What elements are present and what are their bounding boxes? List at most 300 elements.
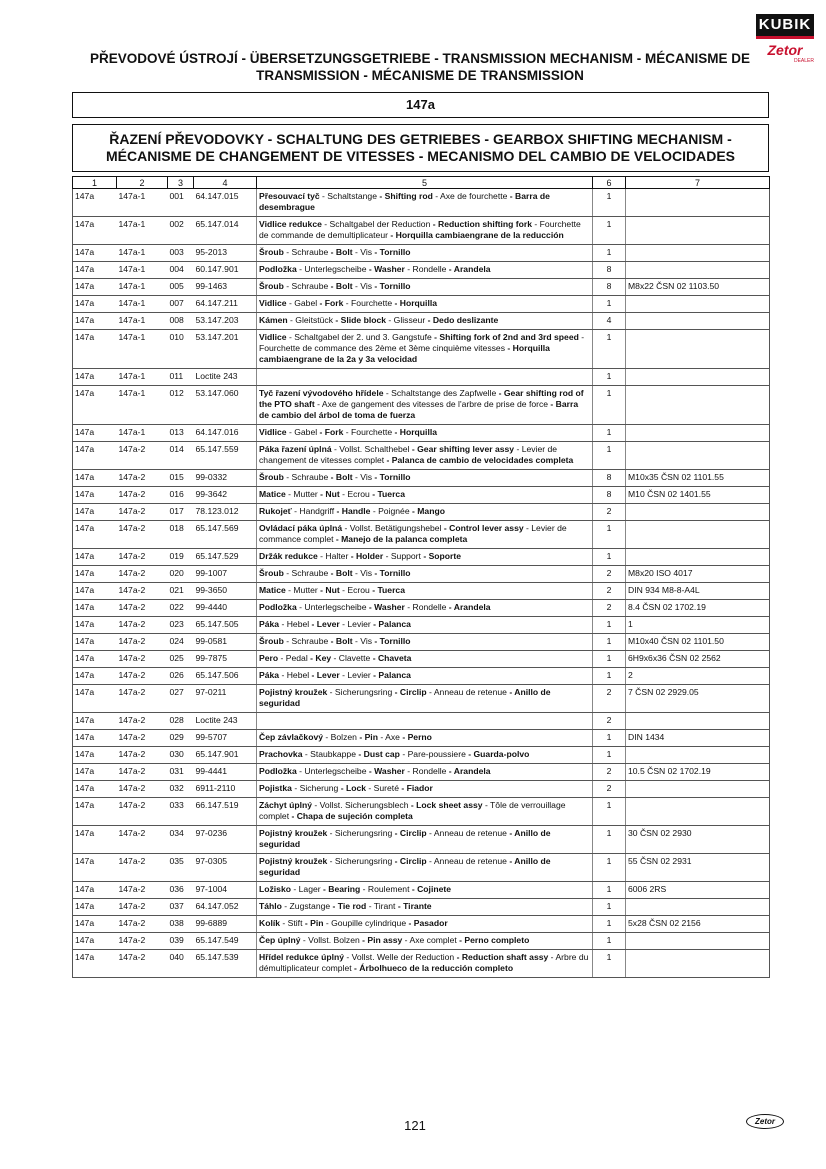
cell-c3: 029: [168, 730, 194, 747]
cell-c1: 147a: [73, 730, 117, 747]
cell-c2: 147a-2: [117, 442, 168, 470]
table-row: [73, 583, 770, 600]
cell-c4: 97-0211: [194, 685, 257, 713]
cell-c3: 036: [168, 882, 194, 899]
cell-c5: [257, 713, 593, 730]
cell-c6: 1: [593, 730, 626, 747]
cell-c4: 99-4441: [194, 764, 257, 781]
cell-c1: 147a: [73, 826, 117, 854]
cell-c1: 147a: [73, 262, 117, 279]
cell-c2: 147a-2: [117, 549, 168, 566]
cell-c6: 1: [593, 425, 626, 442]
cell-c3: 020: [168, 566, 194, 583]
cell-c7: [626, 549, 770, 566]
cell-c2: 147a-2: [117, 747, 168, 764]
cell-c7: M10 ČSN 02 1401.55: [626, 487, 770, 504]
cell-c4: 65.147.505: [194, 617, 257, 634]
cell-c6: 1: [593, 899, 626, 916]
cell-c2: 147a-2: [117, 634, 168, 651]
cell-c2: 147a-2: [117, 521, 168, 549]
cell-c1: 147a: [73, 442, 117, 470]
table-row: [73, 296, 770, 313]
cell-c2: 147a-1: [117, 217, 168, 245]
cell-c4: 53.147.201: [194, 330, 257, 369]
cell-c6: 1: [593, 854, 626, 882]
cell-c6: 1: [593, 950, 626, 978]
cell-c5: Páka - Hebel - Lever - Levier - Palanca: [257, 617, 593, 634]
cell-c1: 147a: [73, 313, 117, 330]
table-row: [73, 279, 770, 296]
cell-c4: 64.147.211: [194, 296, 257, 313]
cell-c7: [626, 798, 770, 826]
cell-c5: [257, 369, 593, 386]
cell-c6: 2: [593, 504, 626, 521]
cell-c5: Tyč řazení vývodového hřídele - Schaltstange des Zapfwelle - Gear shifting rod of the PTO shaft - Axe de gangement des vitesses de l'arbre de prise de force - Barra de cambio del árbol de toma de fuerza: [257, 386, 593, 425]
cell-c7: [626, 933, 770, 950]
cell-c1: 147a: [73, 798, 117, 826]
cell-c7: 1: [626, 617, 770, 634]
cell-c1: 147a: [73, 425, 117, 442]
cell-c3: 019: [168, 549, 194, 566]
cell-c3: 021: [168, 583, 194, 600]
cell-c3: 033: [168, 798, 194, 826]
cell-c5: Hřídel redukce úplný - Vollst. Welle der Reduction - Reduction shaft assy - Arbre du démultiplicateur complet - Árbolhueco de la reducción completo: [257, 950, 593, 978]
cell-c3: 032: [168, 781, 194, 798]
cell-c2: 147a-1: [117, 369, 168, 386]
cell-c4: 53.147.203: [194, 313, 257, 330]
cell-c6: 2: [593, 764, 626, 781]
cell-c2: 147a-2: [117, 781, 168, 798]
cell-c5: Ovládací páka úplná - Vollst. Betätigungshebel - Control lever assy - Levier de commance complet - Manejo de la palanca completa: [257, 521, 593, 549]
cell-c6: 1: [593, 747, 626, 764]
cell-c1: 147a: [73, 950, 117, 978]
cell-c2: 147a-2: [117, 764, 168, 781]
table-row: [73, 217, 770, 245]
cell-c5: Podložka - Unterlegscheibe - Washer - Rondelle - Arandela: [257, 764, 593, 781]
cell-c3: 030: [168, 747, 194, 764]
cell-c5: Čep závlačkový - Bolzen - Pin - Axe - Perno: [257, 730, 593, 747]
cell-c4: 99-6889: [194, 916, 257, 933]
cell-c7: 8.4 ČSN 02 1702.19: [626, 600, 770, 617]
cell-c1: 147a: [73, 279, 117, 296]
column-header: 5: [257, 177, 593, 189]
cell-c5: Šroub - Schraube - Bolt - Vis - Tornillo: [257, 470, 593, 487]
cell-c6: 8: [593, 262, 626, 279]
cell-c5: Kolík - Stift - Pin - Goupille cylindrique - Pasador: [257, 916, 593, 933]
cell-c1: 147a: [73, 916, 117, 933]
cell-c4: 99-1463: [194, 279, 257, 296]
cell-c6: 8: [593, 487, 626, 504]
cell-c3: 023: [168, 617, 194, 634]
table-row: [73, 668, 770, 685]
cell-c1: 147a: [73, 685, 117, 713]
column-header: 6: [593, 177, 626, 189]
table-row: [73, 950, 770, 978]
cell-c2: 147a-2: [117, 470, 168, 487]
cell-c3: 005: [168, 279, 194, 296]
cell-c3: 026: [168, 668, 194, 685]
table-row: [73, 882, 770, 899]
cell-c6: 1: [593, 189, 626, 217]
table-row: [73, 600, 770, 617]
cell-c2: 147a-1: [117, 296, 168, 313]
cell-c5: Držák redukce - Halter - Holder - Support - Soporte: [257, 549, 593, 566]
cell-c4: 97-0305: [194, 854, 257, 882]
cell-c3: 011: [168, 369, 194, 386]
cell-c5: Pojistný kroužek - Sicherungsring - Circlip - Anneau de retenue - Anillo de seguridad: [257, 685, 593, 713]
cell-c6: 4: [593, 313, 626, 330]
cell-c7: DIN 934 M8-8-A4L: [626, 583, 770, 600]
cell-c3: 003: [168, 245, 194, 262]
cell-c6: 8: [593, 279, 626, 296]
cell-c7: [626, 386, 770, 425]
cell-c6: 1: [593, 330, 626, 369]
cell-c7: 6H9x6x36 ČSN 02 2562: [626, 651, 770, 668]
table-row: [73, 730, 770, 747]
cell-c2: 147a-2: [117, 798, 168, 826]
table-header-row: [73, 177, 770, 189]
cell-c6: 1: [593, 617, 626, 634]
cell-c4: 99-0581: [194, 634, 257, 651]
cell-c2: 147a-2: [117, 730, 168, 747]
page-number: 121: [404, 1118, 426, 1133]
cell-c1: 147a: [73, 566, 117, 583]
cell-c6: 2: [593, 713, 626, 730]
column-header: 1: [73, 177, 117, 189]
cell-c5: Pojistný kroužek - Sicherungsring - Circlip - Anneau de retenue - Anillo de seguridad: [257, 854, 593, 882]
cell-c2: 147a-1: [117, 425, 168, 442]
cell-c2: 147a-1: [117, 330, 168, 369]
table-row: [73, 369, 770, 386]
cell-c7: 5x28 ČSN 02 2156: [626, 916, 770, 933]
cell-c1: 147a: [73, 747, 117, 764]
cell-c1: 147a: [73, 487, 117, 504]
table-row: [73, 245, 770, 262]
section-title: [72, 124, 769, 172]
cell-c2: 147a-1: [117, 313, 168, 330]
cell-c2: 147a-1: [117, 279, 168, 296]
table-row: [73, 189, 770, 217]
cell-c1: 147a: [73, 882, 117, 899]
cell-c6: 1: [593, 798, 626, 826]
cell-c1: 147a: [73, 245, 117, 262]
table-row: [73, 313, 770, 330]
group-number: 147a: [72, 92, 769, 118]
cell-c2: 147a-2: [117, 950, 168, 978]
cell-c5: Vidlice - Gabel - Fork - Fourchette - Horquilla: [257, 425, 593, 442]
cell-c1: 147a: [73, 764, 117, 781]
cell-c2: 147a-2: [117, 583, 168, 600]
cell-c3: 027: [168, 685, 194, 713]
cell-c4: 65.147.014: [194, 217, 257, 245]
cell-c3: 016: [168, 487, 194, 504]
cell-c6: 1: [593, 217, 626, 245]
table-row: [73, 487, 770, 504]
cell-c2: 147a-2: [117, 487, 168, 504]
cell-c4: 99-7875: [194, 651, 257, 668]
cell-c2: 147a-1: [117, 189, 168, 217]
cell-c1: 147a: [73, 369, 117, 386]
cell-c1: 147a: [73, 781, 117, 798]
cell-c2: 147a-2: [117, 617, 168, 634]
cell-c2: 147a-2: [117, 882, 168, 899]
cell-c3: 012: [168, 386, 194, 425]
cell-c7: [626, 442, 770, 470]
cell-c5: Rukojeť - Handgriff - Handle - Poignée - Mango: [257, 504, 593, 521]
table-row: [73, 549, 770, 566]
cell-c7: [626, 950, 770, 978]
cell-c6: 1: [593, 521, 626, 549]
cell-c5: Matice - Mutter - Nut - Ecrou - Tuerca: [257, 487, 593, 504]
cell-c7: [626, 262, 770, 279]
table-row: [73, 262, 770, 279]
page-title-line1: PŘEVODOVÉ ÚSTROJÍ - ÜBERSETZUNGSGETRIEBE - TRANSMISSION MECHANISM - MÉCANISME DE: [89, 51, 751, 66]
cell-c3: 034: [168, 826, 194, 854]
cell-c2: 147a-2: [117, 566, 168, 583]
cell-c2: 147a-2: [117, 899, 168, 916]
cell-c7: [626, 713, 770, 730]
cell-c4: 60.147.901: [194, 262, 257, 279]
cell-c5: Ložisko - Lager - Bearing - Roulement - Cojinete: [257, 882, 593, 899]
logo-dealer-text: DEALER: [793, 58, 814, 64]
cell-c4: Loctite 243: [194, 369, 257, 386]
cell-c1: 147a: [73, 634, 117, 651]
cell-c1: 147a: [73, 521, 117, 549]
cell-c1: 147a: [73, 668, 117, 685]
cell-c2: 147a-1: [117, 262, 168, 279]
cell-c1: 147a: [73, 470, 117, 487]
cell-c7: [626, 313, 770, 330]
cell-c1: 147a: [73, 217, 117, 245]
cell-c3: 031: [168, 764, 194, 781]
footer-zetor-logo: Zetor: [746, 1114, 784, 1129]
cell-c4: 99-4440: [194, 600, 257, 617]
cell-c3: 014: [168, 442, 194, 470]
cell-c4: 6911-2110: [194, 781, 257, 798]
cell-c4: 66.147.519: [194, 798, 257, 826]
cell-c6: 1: [593, 386, 626, 425]
cell-c6: 1: [593, 369, 626, 386]
cell-c4: 97-1004: [194, 882, 257, 899]
column-header: 2: [117, 177, 168, 189]
table-row: [73, 764, 770, 781]
cell-c3: 001: [168, 189, 194, 217]
cell-c6: 2: [593, 566, 626, 583]
cell-c7: 7 ČSN 02 2929.05: [626, 685, 770, 713]
cell-c2: 147a-1: [117, 245, 168, 262]
cell-c6: 8: [593, 470, 626, 487]
table-row: [73, 521, 770, 549]
cell-c3: 040: [168, 950, 194, 978]
cell-c3: 024: [168, 634, 194, 651]
cell-c6: 1: [593, 549, 626, 566]
cell-c1: 147a: [73, 583, 117, 600]
cell-c7: M10x35 ČSN 02 1101.55: [626, 470, 770, 487]
cell-c4: 99-5707: [194, 730, 257, 747]
cell-c6: 1: [593, 651, 626, 668]
cell-c7: [626, 899, 770, 916]
table-row: [73, 617, 770, 634]
cell-c4: 99-1007: [194, 566, 257, 583]
cell-c3: 017: [168, 504, 194, 521]
table-row: [73, 425, 770, 442]
cell-c6: 1: [593, 933, 626, 950]
cell-c3: 038: [168, 916, 194, 933]
cell-c7: M10x40 ČSN 02 1101.50: [626, 634, 770, 651]
cell-c7: 6006 2RS: [626, 882, 770, 899]
cell-c1: 147a: [73, 854, 117, 882]
cell-c7: M8x22 ČSN 02 1103.50: [626, 279, 770, 296]
cell-c1: 147a: [73, 330, 117, 369]
cell-c1: 147a: [73, 933, 117, 950]
cell-c4: 95-2013: [194, 245, 257, 262]
cell-c5: Šroub - Schraube - Bolt - Vis - Tornillo: [257, 279, 593, 296]
cell-c5: Páka - Hebel - Lever - Levier - Palanca: [257, 668, 593, 685]
cell-c2: 147a-2: [117, 826, 168, 854]
cell-c5: Šroub - Schraube - Bolt - Vis - Tornillo: [257, 634, 593, 651]
column-header: 3: [168, 177, 194, 189]
cell-c6: 1: [593, 634, 626, 651]
cell-c2: 147a-2: [117, 854, 168, 882]
cell-c3: 010: [168, 330, 194, 369]
cell-c7: [626, 189, 770, 217]
cell-c7: 55 ČSN 02 2931: [626, 854, 770, 882]
page-title: [70, 50, 770, 84]
cell-c5: Matice - Mutter - Nut - Ecrou - Tuerca: [257, 583, 593, 600]
cell-c5: Pero - Pedal - Key - Clavette - Chaveta: [257, 651, 593, 668]
cell-c3: 008: [168, 313, 194, 330]
table-row: [73, 826, 770, 854]
cell-c7: DIN 1434: [626, 730, 770, 747]
cell-c2: 147a-2: [117, 504, 168, 521]
cell-c1: 147a: [73, 713, 117, 730]
cell-c3: 028: [168, 713, 194, 730]
cell-c1: 147a: [73, 651, 117, 668]
cell-c5: Podložka - Unterlegscheibe - Washer - Rondelle - Arandela: [257, 600, 593, 617]
cell-c4: 65.147.529: [194, 549, 257, 566]
table-row: [73, 899, 770, 916]
cell-c7: 30 ČSN 02 2930: [626, 826, 770, 854]
cell-c5: Prachovka - Staubkappe - Dust cap - Pare-poussiere - Guarda-polvo: [257, 747, 593, 764]
cell-c7: [626, 747, 770, 764]
table-row: [73, 854, 770, 882]
cell-c7: 10.5 ČSN 02 1702.19: [626, 764, 770, 781]
cell-c4: 65.147.569: [194, 521, 257, 549]
table-row: [73, 651, 770, 668]
cell-c1: 147a: [73, 549, 117, 566]
cell-c4: 64.147.052: [194, 899, 257, 916]
cell-c2: 147a-2: [117, 651, 168, 668]
cell-c3: 025: [168, 651, 194, 668]
table-row: [73, 916, 770, 933]
cell-c6: 1: [593, 245, 626, 262]
cell-c5: Kámen - Gleitstück - Slide block - Glisseur - Dedo deslizante: [257, 313, 593, 330]
cell-c7: [626, 217, 770, 245]
cell-c5: Podložka - Unterlegscheibe - Washer - Rondelle - Arandela: [257, 262, 593, 279]
cell-c4: 65.147.901: [194, 747, 257, 764]
cell-c3: 007: [168, 296, 194, 313]
cell-c2: 147a-2: [117, 668, 168, 685]
cell-c1: 147a: [73, 600, 117, 617]
cell-c3: 013: [168, 425, 194, 442]
cell-c5: Čep úplný - Vollst. Bolzen - Pin assy - Axe complet - Perno completo: [257, 933, 593, 950]
cell-c4: Loctite 243: [194, 713, 257, 730]
cell-c5: Pojistný kroužek - Sicherungsring - Circlip - Anneau de retenue - Anillo de seguridad: [257, 826, 593, 854]
cell-c4: 65.147.506: [194, 668, 257, 685]
cell-c4: 65.147.549: [194, 933, 257, 950]
table-row: [73, 330, 770, 369]
table-row: [73, 713, 770, 730]
cell-c5: Šroub - Schraube - Bolt - Vis - Tornillo: [257, 566, 593, 583]
cell-c7: [626, 369, 770, 386]
table-row: [73, 470, 770, 487]
cell-c5: Vidlice redukce - Schaltgabel der Reduction - Reduction shifting fork - Fourchette de commande de demultiplicateur - Horquilla cambiaengrane de la reducción: [257, 217, 593, 245]
cell-c4: 99-3650: [194, 583, 257, 600]
cell-c7: [626, 330, 770, 369]
table-row: [73, 933, 770, 950]
table-row: [73, 386, 770, 425]
cell-c6: 1: [593, 882, 626, 899]
cell-c6: 2: [593, 781, 626, 798]
cell-c5: Vidlice - Gabel - Fork - Fourchette - Horquilla: [257, 296, 593, 313]
cell-c1: 147a: [73, 617, 117, 634]
parts-table: [72, 176, 770, 978]
cell-c6: 2: [593, 685, 626, 713]
cell-c4: 64.147.016: [194, 425, 257, 442]
cell-c3: 035: [168, 854, 194, 882]
table-row: [73, 634, 770, 651]
cell-c3: 039: [168, 933, 194, 950]
cell-c7: [626, 504, 770, 521]
cell-c4: 64.147.015: [194, 189, 257, 217]
cell-c6: 2: [593, 600, 626, 617]
cell-c3: 018: [168, 521, 194, 549]
cell-c1: 147a: [73, 296, 117, 313]
section-title-line2: MÉCANISME DE CHANGEMENT DE VITESSES - MECANISMO DEL CAMBIO DE VELOCIDADES: [105, 148, 735, 164]
cell-c7: [626, 781, 770, 798]
cell-c3: 002: [168, 217, 194, 245]
cell-c2: 147a-2: [117, 600, 168, 617]
cell-c1: 147a: [73, 386, 117, 425]
cell-c6: 1: [593, 826, 626, 854]
cell-c4: 99-3642: [194, 487, 257, 504]
cell-c2: 147a-2: [117, 685, 168, 713]
cell-c4: 78.123.012: [194, 504, 257, 521]
cell-c3: 015: [168, 470, 194, 487]
section-title-line1: ŘAZENÍ PŘEVODOVKY - SCHALTUNG DES GETRIEBES - GEARBOX SHIFTING MECHANISM -: [109, 131, 732, 147]
cell-c2: 147a-2: [117, 933, 168, 950]
cell-c7: [626, 245, 770, 262]
column-header: 7: [626, 177, 770, 189]
cell-c7: [626, 296, 770, 313]
cell-c4: 97-0236: [194, 826, 257, 854]
cell-c2: 147a-1: [117, 386, 168, 425]
cell-c6: 1: [593, 668, 626, 685]
cell-c7: [626, 425, 770, 442]
cell-c2: 147a-2: [117, 713, 168, 730]
cell-c4: 53.147.060: [194, 386, 257, 425]
cell-c6: 1: [593, 442, 626, 470]
logo-zetor-text: Zetor: [767, 42, 803, 58]
cell-c5: Páka řazení úplná - Vollst. Schalthebel - Gear shifting lever assy - Levier de changement de vitesses complet - Palanca de cambio de velocidades completa: [257, 442, 593, 470]
cell-c5: Šroub - Schraube - Bolt - Vis - Tornillo: [257, 245, 593, 262]
cell-c2: 147a-2: [117, 916, 168, 933]
column-header: 4: [194, 177, 257, 189]
cell-c1: 147a: [73, 899, 117, 916]
cell-c7: M8x20 ISO 4017: [626, 566, 770, 583]
cell-c7: 2: [626, 668, 770, 685]
cell-c5: Táhlo - Zugstange - Tie rod - Tirant - Tirante: [257, 899, 593, 916]
